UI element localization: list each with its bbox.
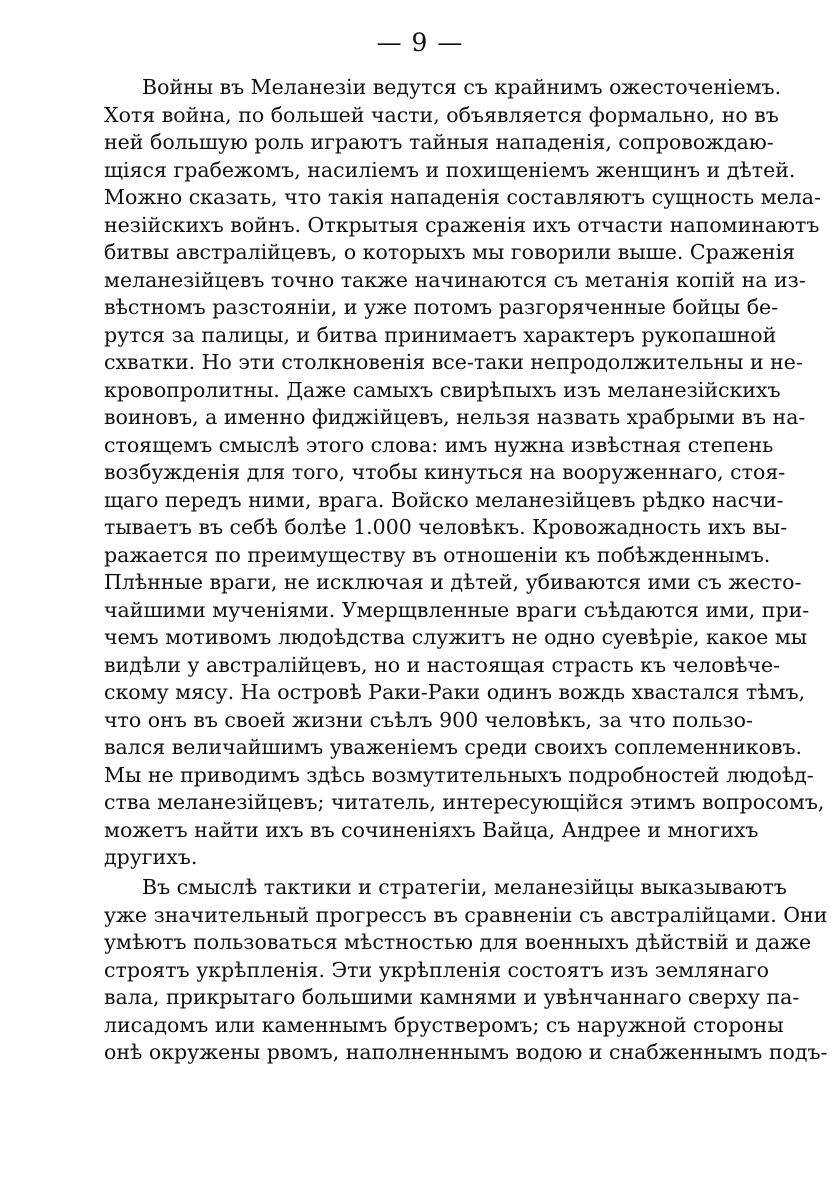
text-line: Хотя война, по большей части, объявляется формально, но въ xyxy=(104,102,779,127)
text-line: схватки. Но эти столкновенія все-таки непродолжительны и не- xyxy=(104,350,803,374)
text-line: скому мясу. На островѣ Раки-Раки одинъ вождь хвастался тѣмъ, xyxy=(104,680,806,704)
page-number: — 9 — xyxy=(376,28,464,57)
text-line: что онъ въ своей жизни съѣлъ 900 человѣкъ, за что пользо- xyxy=(104,707,753,732)
text-line: вала, прикрытаго большими камнями и увѣнчаннаго сверху па- xyxy=(104,985,800,1009)
text-line: строятъ укрѣпленія. Эти укрѣпленія состоятъ изъ землянаго xyxy=(104,957,769,982)
text-line: возбужденія для того, чтобы кинуться на вооруженнаго, стоя- xyxy=(104,460,786,484)
text-line: тываетъ въ себѣ болѣе 1.000 человѣкъ. Кровожадность ихъ вы- xyxy=(104,515,788,539)
text-line: ражается по преимуществу въ отношеніи къ побѣжденнымъ. xyxy=(104,542,771,567)
text-line: воиновъ, а именно фиджійцевъ, нельзя назвать храбрыми въ на- xyxy=(104,405,806,429)
text-line: незійскихъ войнъ. Открытыя сраженія ихъ отчасти напоминаютъ xyxy=(104,212,820,237)
text-line: Въ смыслѣ тактики и стратегіи, меланезійцы выказываютъ xyxy=(142,875,787,899)
text-line: чемъ мотивомъ людоѣдства служитъ не одно суевѣріе, какое мы xyxy=(104,625,808,649)
text-line: вался величайшимъ уваженіемъ среди своихъ соплеменниковъ. xyxy=(104,735,803,759)
text-line: кровопролитны. Даже самыхъ свирѣпыхъ изъ меланезійскихъ xyxy=(104,377,781,402)
text-line: видѣли у австралійцевъ, но и настоящая страсть къ человѣче- xyxy=(104,652,781,677)
text-line: чайшими мученіями. Умерщвленные враги съѣдаются ими, при- xyxy=(104,597,810,622)
text-line: лисадомъ или каменнымъ брустверомъ; съ наружной стороны xyxy=(104,1012,784,1037)
text-line: онѣ окружены рвомъ, наполненнымъ водою и снабженнымъ подъ- xyxy=(104,1040,828,1064)
text-line: уже значительный прогрессъ въ сравненіи съ австралійцами. Они xyxy=(104,902,828,927)
text-line: умѣютъ пользоваться мѣстностью для военныхъ дѣйствій и даже xyxy=(104,930,812,954)
text-line: Войны въ Меланезіи ведутся съ крайнимъ ожесточеніемъ. xyxy=(142,75,782,99)
paragraph-1 xyxy=(104,74,825,872)
text-line: ства меланезійцевъ; читатель, интересующійся этимъ вопросомъ, xyxy=(104,790,825,814)
text-line: щаго передъ ними, врага. Войско меланезійцевъ рѣдко насчи- xyxy=(104,487,784,512)
text-line: битвы австралійцевъ, о которыхъ мы говорили выше. Сраженія xyxy=(104,240,796,264)
text-line: меланезійцевъ точно также начинаются съ метанія копій на из- xyxy=(104,267,806,292)
text-line: щіяся грабежомъ, насиліемъ и похищеніемъ женщинъ и дѣтей. xyxy=(104,157,796,182)
text-line: вѣстномъ разстояніи, и уже потомъ разгоряченные бойцы бе- xyxy=(104,295,779,319)
text-line: ней большую роль играютъ тайныя нападенія, сопровождаю- xyxy=(104,130,774,154)
text-line: Плѣнные враги, не исключая и дѣтей, убиваются ими съ жесто- xyxy=(104,570,802,594)
text-line: стоящемъ смыслѣ этого слова: имъ нужна извѣстная степень xyxy=(104,432,774,457)
text-line: можетъ найти ихъ въ сочиненіяхъ Вайца, Андрее и многихъ xyxy=(104,817,759,842)
text-line: рутся за палицы, и битва принимаетъ характеръ рукопашной xyxy=(104,322,777,347)
text-line: Мы не приводимъ здѣсь возмутительныхъ подробностей людоѣд- xyxy=(104,762,814,787)
text-line: Можно сказать, что такія нападенія составляютъ сущность мела- xyxy=(104,185,821,209)
paragraph-2 xyxy=(104,874,828,1067)
text-line: другихъ. xyxy=(104,845,198,869)
